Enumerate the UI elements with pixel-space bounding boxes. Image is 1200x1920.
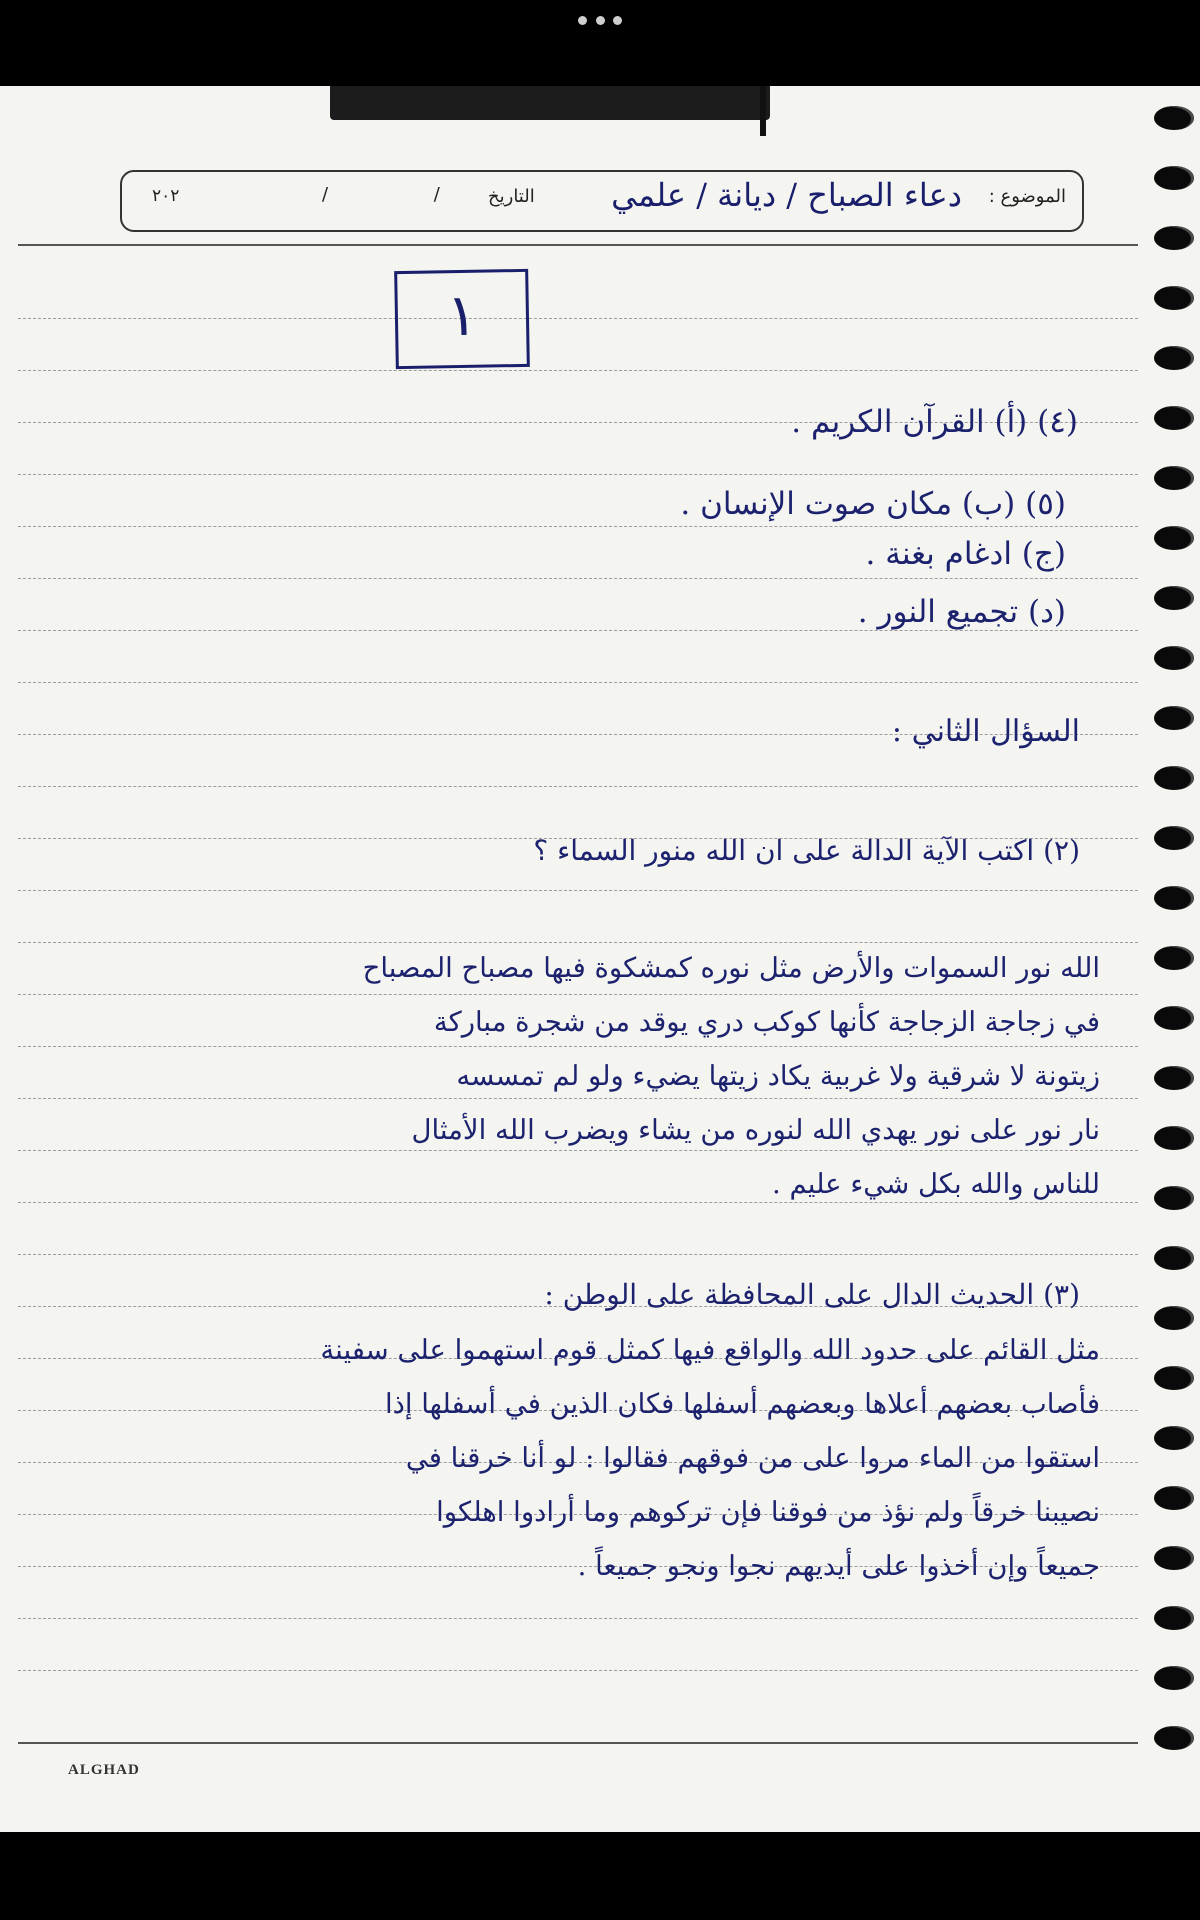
notebook-page-photo xyxy=(0,86,1200,1832)
q3-prompt: (٣) الحديث الدال على المحافظة على الوطن : xyxy=(544,1278,1080,1311)
ruled-line xyxy=(18,474,1138,475)
ruled-line xyxy=(18,370,1138,371)
page-number-box xyxy=(394,269,530,369)
year-field: ٢٠٢ xyxy=(152,186,180,206)
answer-a: (٤) (أ) القرآن الكريم . xyxy=(791,404,1078,440)
ruled-line xyxy=(18,526,1138,527)
answer-d: (د) تجميع النور . xyxy=(857,594,1066,630)
q2-line: الله نور السموات والأرض مثل نوره كمشكوة فيها مصباح المصباح xyxy=(362,952,1100,984)
ruled-line xyxy=(18,1046,1138,1047)
ruled-line xyxy=(18,1254,1138,1255)
spiral-rings xyxy=(1148,86,1200,1832)
q2-line: للناس والله بكل شيء عليم . xyxy=(772,1168,1100,1200)
q2-prompt: (٢) اكتب الآية الدالة على ان الله منور السماء ؟ xyxy=(533,834,1080,867)
notebook-binding xyxy=(330,86,770,120)
more-options-icon[interactable] xyxy=(578,16,622,28)
viewer-top-bar xyxy=(0,0,1200,86)
q2-line: زيتونة لا شرقية ولا غربية يكاد زيتها يضيء ولو لم تمسسه xyxy=(456,1060,1100,1092)
subject-label: الموضوع : xyxy=(988,186,1066,207)
ruled-line xyxy=(18,1618,1138,1619)
q3-line: مثل القائم على حدود الله والواقع فيها كمثل قوم استهموا على سفينة xyxy=(320,1334,1100,1366)
q3-line: جميعاً وإن أخذوا على أيديهم نجوا ونجو جميعاً . xyxy=(577,1550,1100,1582)
q3-line: نصيبنا خرقاً ولم نؤذ من فوقنا فإن تركوهم وما أرادوا اهلكوا xyxy=(436,1496,1100,1528)
ruled-line xyxy=(18,682,1138,683)
ruled-line xyxy=(18,1670,1138,1671)
ruled-line xyxy=(18,244,1138,246)
ruled-line xyxy=(18,942,1138,943)
ruled-line xyxy=(18,890,1138,891)
date-label: التاريخ xyxy=(488,186,535,207)
q3-line: استقوا من الماء مروا على من فوقهم فقالوا : لو أنا خرقنا في xyxy=(405,1442,1100,1474)
answer-b: (٥) (ب) مكان صوت الإنسان . xyxy=(680,486,1066,522)
ruled-line xyxy=(18,578,1138,579)
ruled-line xyxy=(18,994,1138,995)
page-number: ١ xyxy=(445,280,479,350)
q3-line: فأصاب بعضهم أعلاها وبعضهم أسفلها فكان الذين في أسفلها إذا xyxy=(385,1388,1100,1420)
ruled-line xyxy=(18,630,1138,631)
ruled-line xyxy=(18,1098,1138,1099)
subject-value: دعاء الصباح / ديانة / علمي xyxy=(611,176,962,214)
ruled-line xyxy=(18,318,1138,319)
ruled-line xyxy=(18,1742,1138,1744)
ruled-line xyxy=(18,1150,1138,1151)
date-slashes: / / xyxy=(322,184,490,205)
viewer-bottom-bar xyxy=(0,1832,1200,1920)
q2-line: نار نور على نور يهدي الله لنوره من يشاء ويضرب الله الأمثال xyxy=(411,1114,1100,1146)
page-header-box xyxy=(120,170,1084,232)
notebook-binding-tab xyxy=(760,86,766,136)
ruled-line xyxy=(18,786,1138,787)
answer-c: (ج) ادغام بغنة . xyxy=(865,536,1066,572)
q2-line: في زجاجة الزجاجة كأنها كوكب دري يوقد من شجرة مباركة xyxy=(433,1006,1100,1038)
ruled-line xyxy=(18,1202,1138,1203)
notebook-brand: ALGHAD xyxy=(68,1762,140,1778)
question-two-title: السؤال الثاني : xyxy=(891,714,1080,749)
